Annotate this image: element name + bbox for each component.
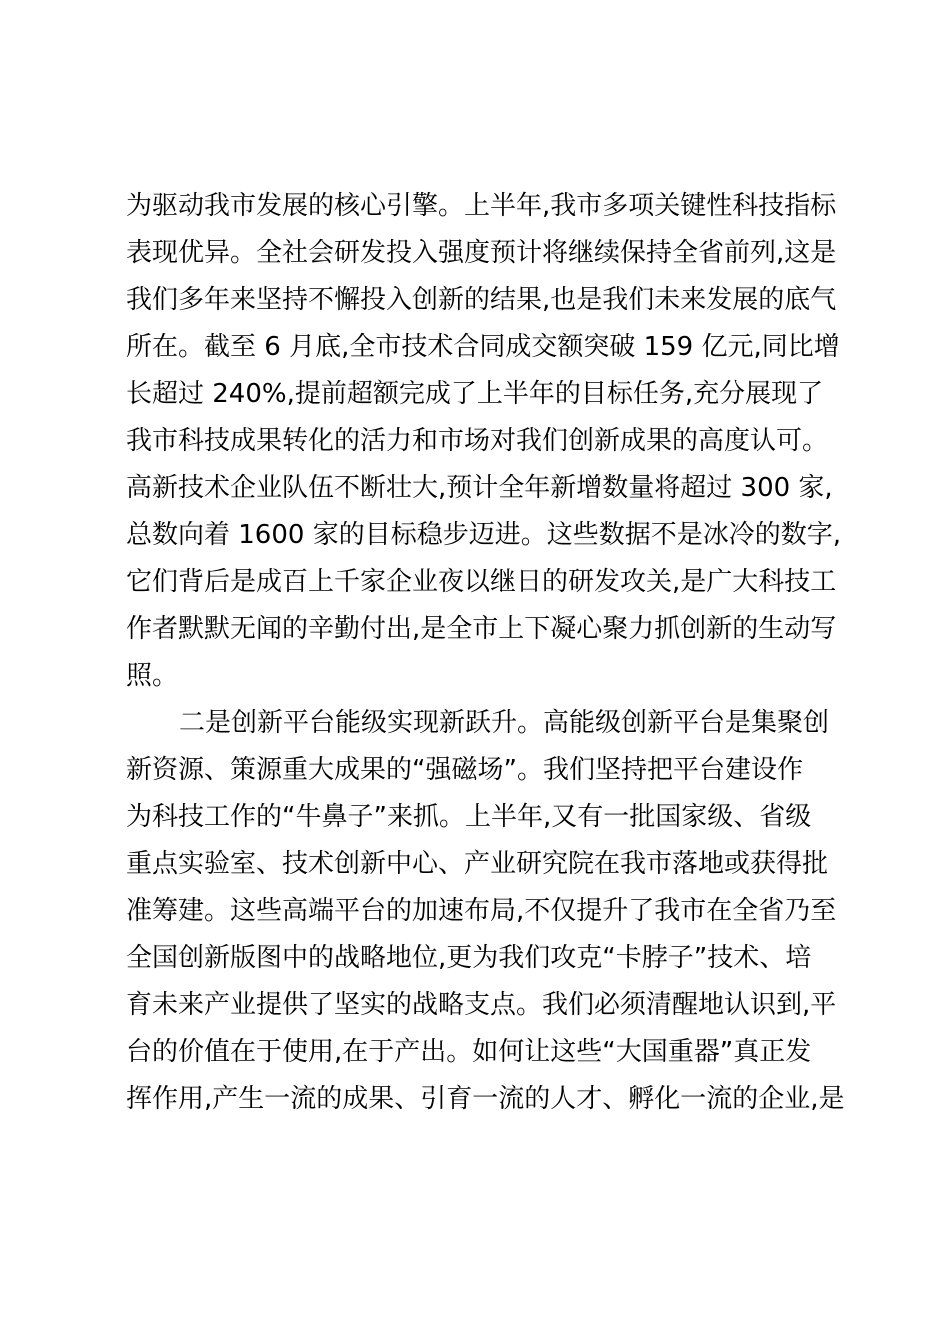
text-line: 照。 [126,661,179,691]
text-line: 总数向着 1600 家的目标稳步迈进。这些数据不是冰冷的数字, [126,520,841,550]
text-line: 新资源、策源重大成果的“强磁场”。我们坚持把平台建设作 [126,755,803,785]
text-line: 我市科技成果转化的活力和市场对我们创新成果的高度认可。 [126,426,829,456]
text-line: 它们背后是成百上千家企业夜以继日的研发攻关,是广大科技工 [126,567,837,597]
text-line: 我们多年来坚持不懈投入创新的结果,也是我们未来发展的底气 [126,285,837,315]
text-line: 全国创新版图中的战略地位,更为我们攻克“卡脖子”技术、培 [126,943,812,973]
text-line: 为驱动我市发展的核心引擎。上半年,我市多项关键性科技指标 [126,191,837,221]
text-line: 所在。截至 6 月底,全市技术合同成交额突破 159 亿元,同比增 [126,332,840,362]
text-line: 表现优异。全社会研发投入强度预计将继续保持全省前列,这是 [126,238,837,268]
text-line: 长超过 240%,提前超额完成了上半年的目标任务,充分展现了 [126,379,824,409]
document-body [126,183,845,1123]
text-line: 为科技工作的“牛鼻子”来抓。上半年,又有一批国家级、省级 [126,802,812,832]
text-line: 作者默默无闻的辛勤付出,是全市上下凝心聚力抓创新的生动写 [126,614,837,644]
text-line: 挥作用,产生一流的成果、引育一流的人才、孵化一流的企业,是 [126,1084,845,1114]
text-line: 重点实验室、技术创新中心、产业研究院在我市落地或获得批 [126,849,829,879]
text-line: 育未来产业提供了坚实的战略支点。我们必须清醒地认识到,平 [126,990,837,1020]
paragraph-start-line: 二是创新平台能级实现新跃升。高能级创新平台是集聚创 [179,708,830,738]
text-line: 准筹建。这些高端平台的加速布局,不仅提升了我市在全省乃至 [126,896,837,926]
text-line: 高新技术企业队伍不断壮大,预计全年新增数量将超过 300 家, [126,473,833,503]
text-line: 台的价值在于使用,在于产出。如何让这些“大国重器”真正发 [126,1037,812,1067]
